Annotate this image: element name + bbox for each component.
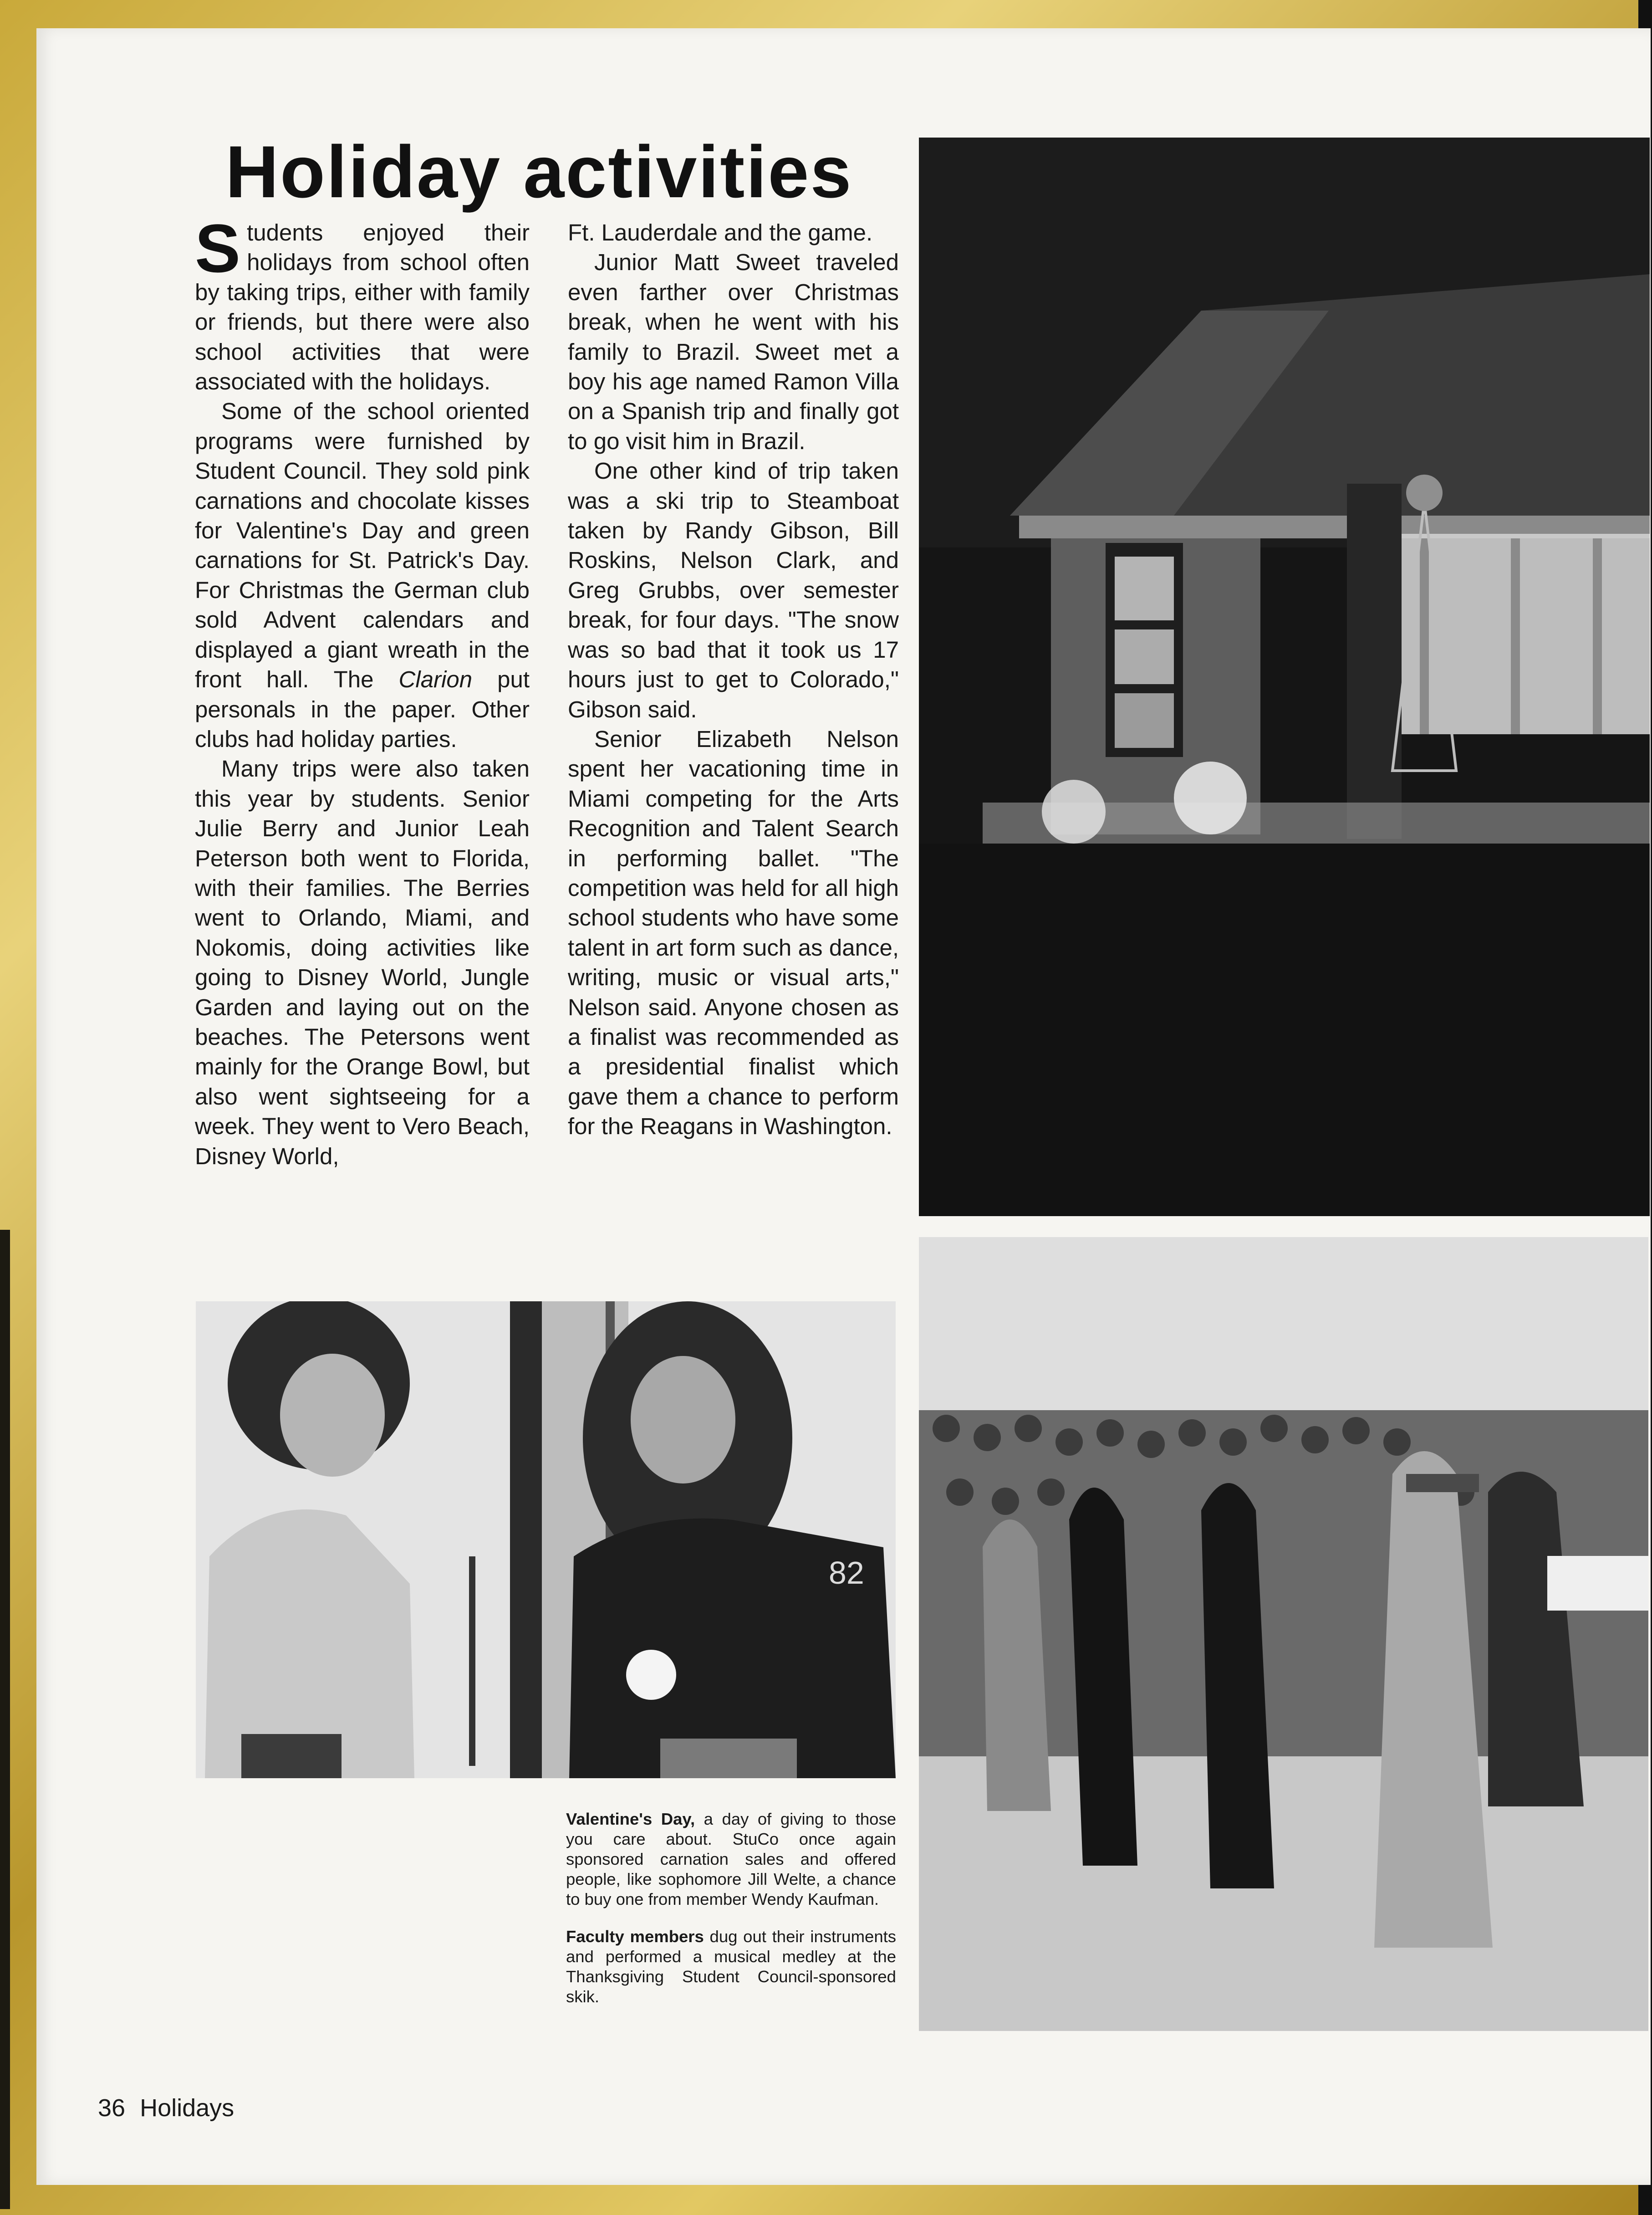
page-folio bbox=[98, 2094, 234, 2122]
paragraph-text: tudents enjoyed their holidays from school often by taking trips, either with family or friends, but there were also school activities that were associated with the holidays. bbox=[195, 220, 530, 395]
house-photo-graphic bbox=[919, 138, 1650, 1216]
article-column-2 bbox=[568, 218, 899, 1141]
page-title: Holiday activities bbox=[225, 131, 853, 213]
jersey-number: 82 bbox=[829, 1555, 864, 1591]
valentine-caption bbox=[566, 1809, 896, 1909]
paragraph: Junior Matt Sweet traveled even farther over Christmas break, when he went with his family to Brazil. Sweet met a boy his age named Ramon Villa on a Spanish trip and finally got to go visit him in Brazil. bbox=[568, 249, 899, 454]
valentine-carnation-photo bbox=[196, 1301, 896, 1778]
caption-lead: Valentine's Day, bbox=[566, 1810, 695, 1828]
house-lights-photo bbox=[919, 138, 1650, 1216]
paragraph bbox=[195, 396, 530, 754]
caption-text: a day of giving to those you care about. StuCo once again sponsored carnation sales and offered people, like sophomore Jill Welte, a chance to buy one from member Wendy Kaufman. bbox=[566, 1810, 896, 1908]
section-name: Holidays bbox=[140, 2094, 235, 2122]
paragraph: Many trips were also taken this year by students. Senior Julie Berry and Junior Leah Peterson both went to Florida, with their families. The Berries went to Orlando, Miami, and Nokomis, doing activities like going to Disney World, Jungle Garden and laying out on the beaches. The Petersons went mainly for the Orange Bowl, but also went sightseeing for a week. They went to Vero Beach, Disney World, bbox=[195, 756, 530, 1169]
faculty-caption bbox=[566, 1927, 896, 2007]
caption-text: dug out their instruments and performed a musical medley at the Thanksgiving Student Council-sponsored skik. bbox=[566, 1927, 897, 2006]
publication-name: Clarion bbox=[398, 666, 473, 693]
paragraph: One other kind of trip taken was a ski trip to Steamboat taken by Randy Gibson, Bill Roskins, Nelson Clark, and Greg Grubbs, over semester break, for four days. "The snow was so bad that it took us 17 hours just to get to Colorado," Gibson said. bbox=[568, 458, 899, 722]
faculty-photo-graphic bbox=[919, 1237, 1648, 2031]
paragraph: Senior Elizabeth Nelson spent her vacationing time in Miami competing for the Arts Recognition and Talent Search in performing ballet. "The competition was held for all high school students who have some talent in art form such as dance, writing, music or visual arts," Nelson said. Anyone chosen as a finalist was recommended as a presidential finalist which gave them a chance to perform for the Reagans in Washington. bbox=[568, 726, 899, 1140]
caption-lead: Faculty members bbox=[566, 1927, 704, 1946]
paragraph-text: Some of the school oriented programs were furnished by Student Council. They sold pink carnations and chocolate kisses for Valentine's Day and green carnations for St. Patrick's Day. For Christmas the German club sold Advent calendars and displayed a giant wreath in the front hall. The bbox=[195, 398, 530, 693]
paragraph: Ft. Lauderdale and the game. bbox=[568, 220, 873, 246]
valentine-photo-graphic bbox=[196, 1301, 896, 1778]
faculty-band-photo bbox=[919, 1237, 1648, 2031]
article-column-1 bbox=[195, 210, 530, 1171]
paragraph bbox=[195, 210, 530, 396]
cover-edge-left bbox=[0, 1230, 10, 2209]
paragraph-text: put personals in the paper. Other clubs had holiday parties. bbox=[195, 666, 530, 752]
page-number: 36 bbox=[98, 2094, 126, 2122]
drop-cap: S bbox=[195, 210, 241, 286]
